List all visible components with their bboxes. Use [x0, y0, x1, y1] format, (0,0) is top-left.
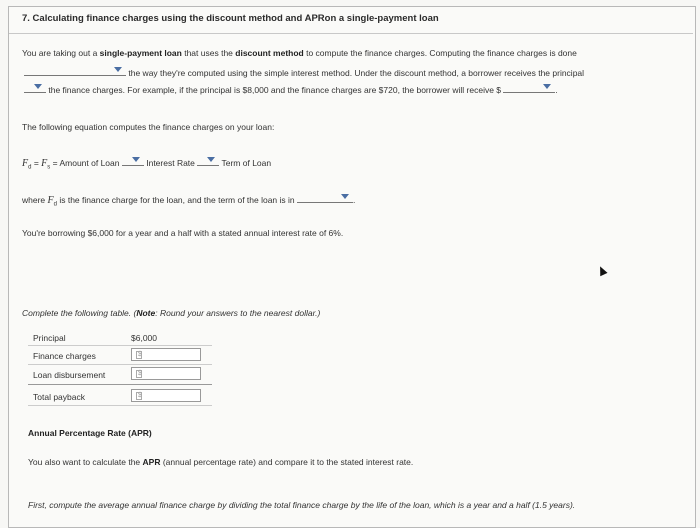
apr-intro: You also want to calculate the APR (annual percentage rate) and compare it to the stated interest rate.	[28, 457, 414, 467]
chevron-down-icon	[207, 157, 215, 162]
principal-label: Principal	[33, 333, 66, 343]
operator-dropdown-2[interactable]	[197, 155, 219, 166]
row-divider	[28, 405, 212, 406]
finance-charges-input[interactable]: $	[131, 348, 201, 361]
chevron-down-icon	[114, 67, 122, 72]
borrower-receives-dropdown[interactable]	[503, 82, 555, 93]
chevron-down-icon	[341, 194, 349, 199]
operator-dropdown-1[interactable]	[122, 155, 144, 166]
currency-prefix	[136, 370, 142, 378]
equation-intro: The following equation computes the finance charges on your loan:	[22, 122, 275, 132]
apr-first-step: First, compute the average annual finance charge by dividing the total finance charge by the life of the loan, which is a year and a half (1.5 years).	[28, 500, 576, 510]
chevron-down-icon	[543, 84, 551, 89]
question-title: 7. Calculating finance charges using the discount method and APRon a single-payment loan	[22, 13, 439, 24]
principal-relation-dropdown[interactable]	[24, 82, 46, 93]
table-instruction: Complete the following table. (Note: Round your answers to the nearest dollar.)	[22, 308, 321, 318]
intro-line-3: the finance charges. For example, if the principal is $8,000 and the finance charges are $720, the borrower will receive $ .	[24, 82, 558, 95]
currency-prefix	[136, 392, 142, 400]
currency-prefix	[136, 351, 142, 359]
intro-line-2: the way they're computed using the simple interest method. Under the discount method, a borrower receives the principal	[24, 65, 584, 78]
term-unit-dropdown[interactable]	[297, 192, 353, 203]
loan-disbursement-label: Loan disbursement	[33, 370, 106, 380]
row-divider	[28, 345, 212, 346]
title-divider	[9, 33, 693, 34]
principal-value: $6,000	[131, 333, 157, 343]
comparison-dropdown[interactable]	[24, 65, 126, 76]
row-divider	[28, 364, 212, 365]
chevron-down-icon	[132, 157, 140, 162]
intro-line-1: You are taking out a single-payment loan that uses the discount method to compute the finance charges. Computing the finance charges is done	[22, 48, 577, 58]
finance-charges-label: Finance charges	[33, 351, 96, 361]
row-divider	[28, 384, 212, 385]
loan-disbursement-input[interactable]: $	[131, 367, 201, 380]
chevron-down-icon	[34, 84, 42, 89]
total-payback-input[interactable]: $	[131, 389, 201, 402]
finance-charge-equation: $F_d = F_s$ = Amount of Loan Interest Rate Term of Loan	[22, 155, 271, 171]
apr-heading: Annual Percentage Rate (APR)	[28, 428, 152, 438]
term-unit-sentence: where $F_d$ is the finance charge for the loan, and the term of the loan is in .	[22, 192, 355, 208]
scenario-text: You're borrowing $6,000 for a year and a half with a stated annual interest rate of 6%.	[22, 228, 344, 238]
total-payback-label: Total payback	[33, 392, 85, 402]
